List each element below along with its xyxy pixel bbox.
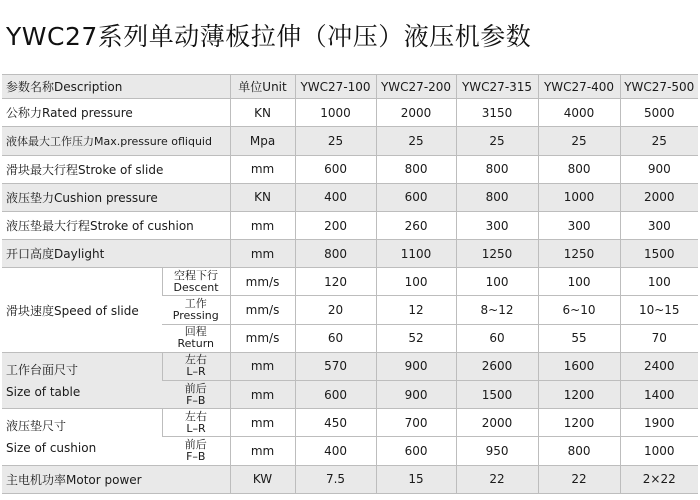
value-cell: 700 (376, 409, 456, 437)
value-cell: 1900 (620, 409, 698, 437)
value-cell: 25 (538, 127, 620, 155)
value-cell: 60 (456, 324, 538, 352)
row-cushion-lr (2, 409, 698, 437)
unit-cell: KN (230, 183, 295, 211)
unit-cell: mm/s (230, 296, 295, 324)
row-stroke-of-slide (2, 155, 698, 183)
value-cell: 900 (376, 352, 456, 380)
value-cell: 20 (295, 296, 376, 324)
value-cell: 100 (538, 268, 620, 296)
value-cell: 260 (376, 211, 456, 239)
value-cell: 800 (376, 155, 456, 183)
header-unit: 单位Unit (230, 75, 295, 99)
header-model: YWC27-500 (620, 75, 698, 99)
value-cell: 300 (538, 211, 620, 239)
value-cell: 1500 (620, 240, 698, 268)
unit-cell: mm (230, 211, 295, 239)
value-cell: 60 (295, 324, 376, 352)
row-daylight (2, 240, 698, 268)
unit-cell: Mpa (230, 127, 295, 155)
value-cell: 800 (538, 155, 620, 183)
value-cell: 1200 (538, 381, 620, 409)
row-cushion-pressure (2, 183, 698, 211)
unit-cell: mm/s (230, 324, 295, 352)
row-motor-power (2, 465, 698, 493)
unit-cell: mm/s (230, 268, 295, 296)
unit-cell: mm (230, 155, 295, 183)
value-cell: 55 (538, 324, 620, 352)
value-cell: 1250 (456, 240, 538, 268)
value-cell: 950 (456, 437, 538, 465)
header-model: YWC27-200 (376, 75, 456, 99)
row-label-size-of-table: 工作台面尺寸 Size of table (2, 352, 162, 408)
value-cell: 400 (295, 183, 376, 211)
value-cell: 300 (620, 211, 698, 239)
page-title: YWC27系列单动薄板拉伸（冲压）液压机参数 (6, 22, 532, 51)
value-cell: 2000 (620, 183, 698, 211)
value-cell: 2600 (456, 352, 538, 380)
value-cell: 300 (456, 211, 538, 239)
header-param: 参数名称Description (2, 75, 230, 99)
value-cell: 100 (620, 268, 698, 296)
unit-cell: KW (230, 465, 295, 493)
value-cell: 25 (376, 127, 456, 155)
row-label: 开口高度Daylight (2, 240, 230, 268)
value-cell: 6~10 (538, 296, 620, 324)
value-cell: 120 (295, 268, 376, 296)
value-cell: 900 (620, 155, 698, 183)
value-cell: 800 (456, 155, 538, 183)
value-cell: 1200 (538, 409, 620, 437)
row-label: 滑块最大行程Stroke of slide (2, 155, 230, 183)
value-cell: 600 (376, 437, 456, 465)
unit-cell: mm (230, 240, 295, 268)
value-cell: 70 (620, 324, 698, 352)
value-cell: 22 (538, 465, 620, 493)
unit-cell: mm (230, 437, 295, 465)
value-cell: 570 (295, 352, 376, 380)
sub-label-return: 回程 Return (162, 324, 230, 352)
value-cell: 1400 (620, 381, 698, 409)
value-cell: 15 (376, 465, 456, 493)
value-cell: 1000 (538, 183, 620, 211)
header-model: YWC27-315 (456, 75, 538, 99)
value-cell: 450 (295, 409, 376, 437)
value-cell: 600 (376, 183, 456, 211)
value-cell: 800 (295, 240, 376, 268)
row-label: 主电机功率Motor power (2, 465, 230, 493)
unit-cell: mm (230, 352, 295, 380)
row-label: 液压垫力Cushion pressure (2, 183, 230, 211)
value-cell: 900 (376, 381, 456, 409)
sub-label-fb: 前后 F–B (162, 437, 230, 465)
unit-cell: mm (230, 409, 295, 437)
row-max-liquid-pressure (2, 127, 698, 155)
value-cell: 2×22 (620, 465, 698, 493)
value-cell: 800 (538, 437, 620, 465)
value-cell: 4000 (538, 99, 620, 127)
value-cell: 12 (376, 296, 456, 324)
row-label: 滑块速度Speed of slide (2, 268, 162, 353)
value-cell: 25 (295, 127, 376, 155)
value-cell: 1000 (620, 437, 698, 465)
row-speed-descent (2, 268, 698, 296)
row-table-lr (2, 352, 698, 380)
value-cell: 25 (456, 127, 538, 155)
value-cell: 3150 (456, 99, 538, 127)
sub-label-fb: 前后 F–B (162, 381, 230, 409)
header-model: YWC27-400 (538, 75, 620, 99)
value-cell: 400 (295, 437, 376, 465)
value-cell: 600 (295, 155, 376, 183)
row-label-size-of-cushion: 液压垫尺寸 Size of cushion (2, 409, 162, 465)
sub-label-lr: 左右 L–R (162, 352, 230, 380)
value-cell: 22 (456, 465, 538, 493)
value-cell: 7.5 (295, 465, 376, 493)
value-cell: 100 (456, 268, 538, 296)
value-cell: 1100 (376, 240, 456, 268)
value-cell: 600 (295, 381, 376, 409)
spec-table (2, 74, 698, 494)
value-cell: 2000 (376, 99, 456, 127)
unit-cell: KN (230, 99, 295, 127)
value-cell: 1500 (456, 381, 538, 409)
sub-label-descent: 空程下行 Descent (162, 268, 230, 296)
row-rated-pressure (2, 99, 698, 127)
value-cell: 1250 (538, 240, 620, 268)
value-cell: 52 (376, 324, 456, 352)
value-cell: 1000 (295, 99, 376, 127)
value-cell: 5000 (620, 99, 698, 127)
value-cell: 10~15 (620, 296, 698, 324)
row-stroke-of-cushion (2, 211, 698, 239)
sub-label-pressing: 工作 Pressing (162, 296, 230, 324)
value-cell: 2000 (456, 409, 538, 437)
value-cell: 25 (620, 127, 698, 155)
value-cell: 8~12 (456, 296, 538, 324)
header-model: YWC27-100 (295, 75, 376, 99)
value-cell: 800 (456, 183, 538, 211)
sub-label-lr: 左右 L–R (162, 409, 230, 437)
unit-cell: mm (230, 381, 295, 409)
row-label: 公称力Rated pressure (2, 99, 230, 127)
value-cell: 100 (376, 268, 456, 296)
value-cell: 200 (295, 211, 376, 239)
value-cell: 2400 (620, 352, 698, 380)
header-row (2, 75, 698, 99)
value-cell: 1600 (538, 352, 620, 380)
row-label: 液压垫最大行程Stroke of cushion (2, 211, 230, 239)
row-label: 液体最大工作压力Max.pressure ofliquid (2, 127, 230, 155)
